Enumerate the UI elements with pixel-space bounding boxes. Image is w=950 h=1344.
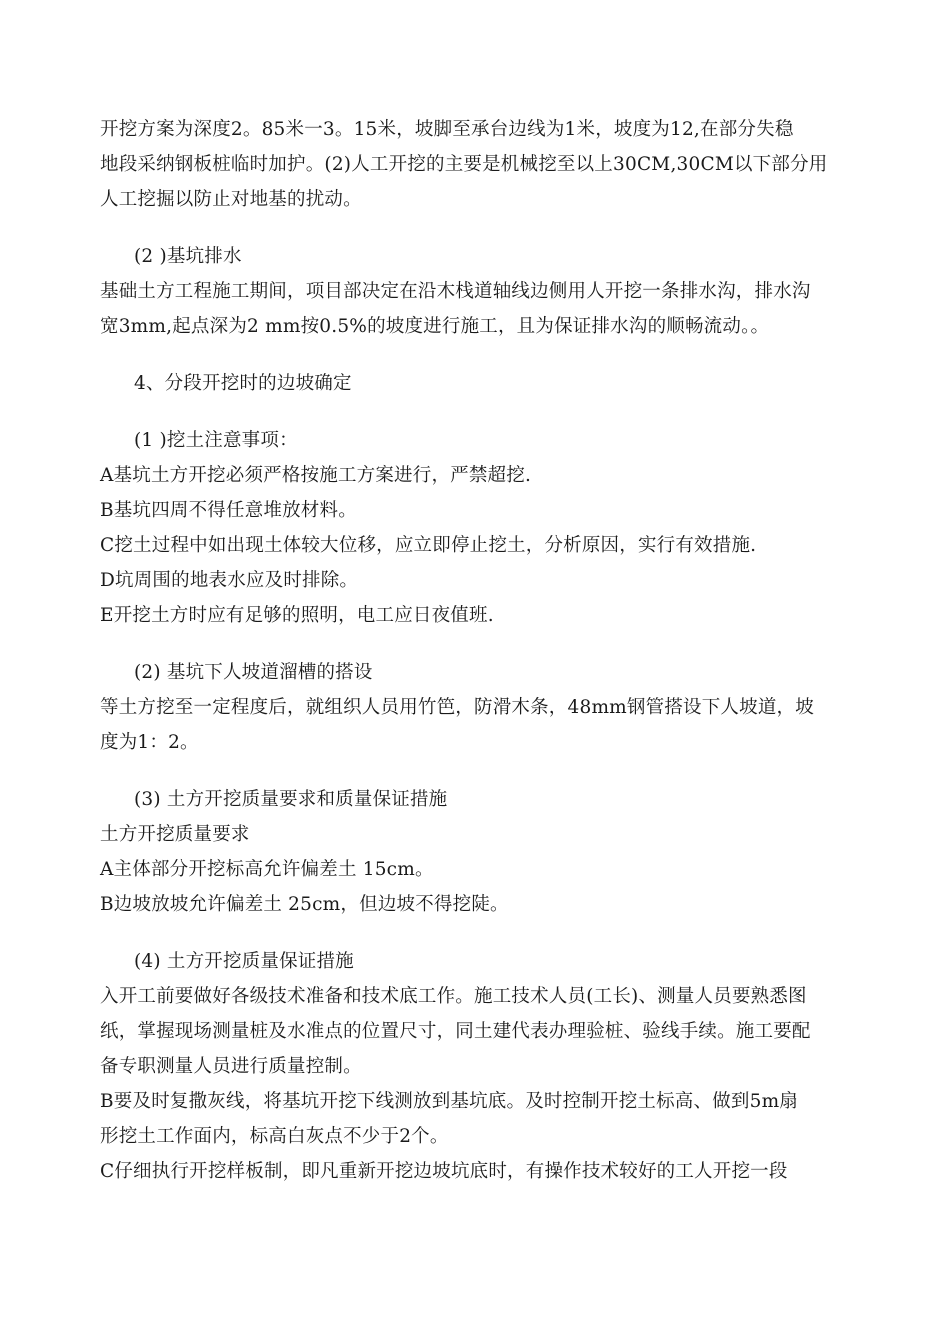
- text-line: 地段采纳钢板桩临时加护。(2)人工开挖的主要是机械挖至以上30CM,30CM以下部分用: [100, 154, 828, 175]
- text-line: 形挖土工作面内，标高白灰点不少于2个。: [100, 1126, 449, 1147]
- list-item: A基坑土方开挖必须严格按施工方案进行，严禁超挖.: [100, 465, 532, 486]
- heading-quality-measures: (4) 土方开挖质量保证措施: [134, 951, 354, 972]
- text-line: 度为1：2。: [100, 732, 199, 753]
- list-excavation-notes: [100, 458, 875, 633]
- text-line: 宽3mm,起点深为2 mm按0.5%的坡度进行施工，且为保证排水沟的顺畅流动。。: [100, 316, 770, 337]
- text-line: 等土方挖至一定程度后，就组织人员用竹笆，防滑木条，48mm钢管搭设下人坡道，坡: [100, 697, 814, 718]
- heading-excavation-notes: (1 )挖土注意事项：: [134, 430, 298, 451]
- heading-pit-drainage: (2 )基坑排水: [134, 246, 242, 267]
- text-line: 开挖方案为深度2。85米一3。15米，坡脚至承台边线为1米，坡度为12,在部分失稳: [100, 119, 794, 140]
- list-item: A主体部分开挖标高允许偏差土 15cm。: [100, 859, 434, 880]
- paragraph-ramp: [100, 690, 875, 760]
- text-line: 人工挖掘以防止对地基的扰动。: [100, 189, 362, 210]
- text-line: 备专职测量人员进行质量控制。: [100, 1056, 362, 1077]
- list-item: E开挖土方时应有足够的照明，电工应日夜值班.: [100, 605, 494, 626]
- paragraph-quality-measures: [100, 979, 875, 1189]
- list-item: B基坑四周不得任意堆放材料。: [100, 500, 357, 521]
- list-item: B边坡放坡允许偏差土 25cm，但边坡不得挖陡。: [100, 894, 509, 915]
- text-line: 土方开挖质量要求: [100, 824, 250, 845]
- heading-slope-determination: 4、分段开挖时的边坡确定: [134, 373, 352, 394]
- text-line: 纸，掌握现场测量桩及水准点的位置尺寸，同土建代表办理验桩、验线手续。施工要配: [100, 1021, 811, 1042]
- list-item: C仔细执行开挖样板制，即凡重新开挖边坡坑底时，有操作技术较好的工人开挖一段: [100, 1161, 788, 1182]
- heading-quality-requirements: (3) 土方开挖质量要求和质量保证措施: [134, 789, 448, 810]
- document-page: [100, 112, 875, 1189]
- list-item: B要及时复撒灰线，将基坑开挖下线测放到基坑底。及时控制开挖土标高、做到5m扇: [100, 1091, 799, 1112]
- list-item: D坑周围的地表水应及时排除。: [100, 570, 359, 591]
- text-line: 基础土方工程施工期间，项目部决定在沿木栈道轴线边侧用人开挖一条排水沟，排水沟: [100, 281, 811, 302]
- paragraph-excavation-plan: [100, 112, 875, 217]
- list-item: C挖土过程中如出现土体较大位移，应立即停止挖土，分析原因，实行有效措施.: [100, 535, 757, 556]
- list-quality-requirements: [100, 817, 875, 922]
- text-line: 入开工前要做好各级技术准备和技术底工作。施工技术人员(工长)、测量人员要熟悉图: [100, 986, 807, 1007]
- heading-ramp-setup: (2) 基坑下人坡道溜槽的搭设: [134, 662, 373, 683]
- paragraph-drainage: [100, 274, 875, 344]
